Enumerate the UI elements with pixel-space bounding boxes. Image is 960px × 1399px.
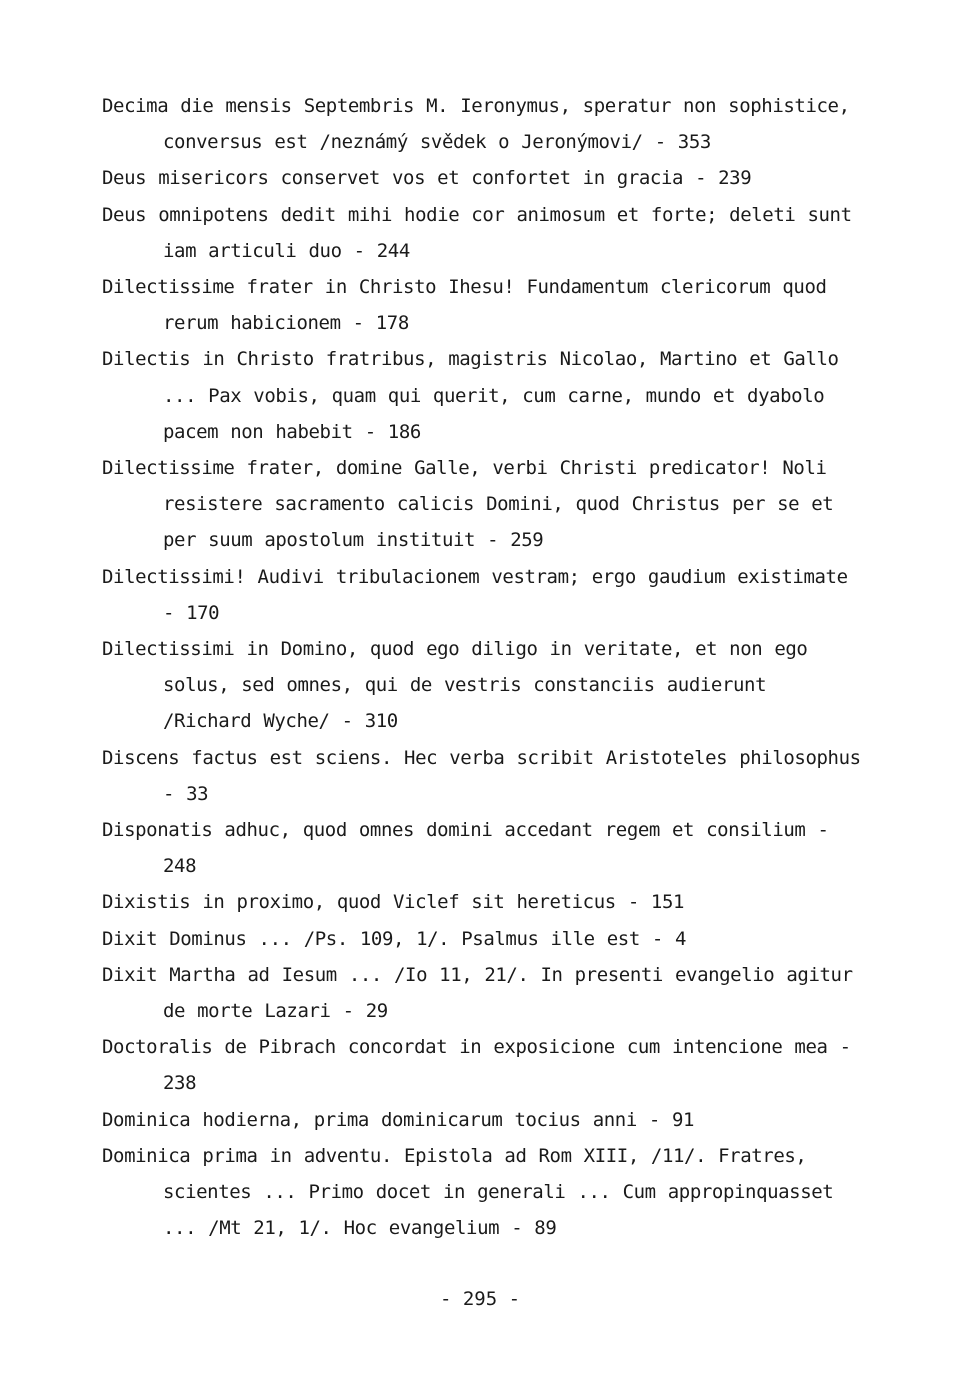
index-entry: Dixit Martha ad Iesum ... /Io 11, 21/. In presenti evangelio agitur de morte Lazari - 29 — [102, 963, 853, 1023]
index-entry: Dixistis in proximo, quod Viclef sit hereticus - 151 — [102, 891, 685, 914]
index-entry-list — [102, 88, 862, 1247]
index-entry: Dominica prima in adventu. Epistola ad Rom XIII, /11/. Fratres, scientes ... Primo docet in generali ... Cum appropinquasset ... /Mt 21, 1/. Hoc evangelium - 89 — [102, 1144, 834, 1240]
index-entry: Dilectis in Christo fratribus, magistris Nicolao, Martino et Gallo ... Pax vobis, quam qui querit, cum carne, mundo et dyabolo pacem non habebit - 186 — [102, 348, 839, 443]
index-entry: Dilectissime frater in Christo Ihesu! Fundamentum clericorum quod rerum habicionem - 178 — [102, 276, 827, 335]
index-entry: Doctoralis de Pibrach concordat in exposicione cum intencione mea - 238 — [102, 1036, 851, 1095]
index-entry: Deus misericors conservet vos et confortet in gracia - 239 — [102, 167, 752, 190]
index-entry: Dilectissimi! Audivi tribulacionem vestram; ergo gaudium existimate - 170 — [102, 565, 848, 624]
page-number: - 295 - — [439, 1288, 521, 1310]
index-entry: Dominica hodierna, prima dominicarum tocius anni - 91 — [102, 1108, 695, 1131]
index-entry: Disponatis adhuc, quod omnes domini accedant regem et consilium - 248 — [102, 819, 829, 878]
index-entry: Dixit Dominus ... /Ps. 109, 1/. Psalmus ille est - 4 — [102, 927, 687, 950]
index-entry: Deus omnipotens dedit mihi hodie cor animosum et forte; deleti sunt iam articuli duo - 244 — [102, 203, 852, 262]
index-entry: Decima die mensis Septembris M. Ieronymus, speratur non sophistice, conversus est /neznámý svědek o Jeronýmovi/ - 353 — [102, 95, 850, 154]
index-entry: Discens factus est sciens. Hec verba scribit Aristoteles philosophus - 33 — [102, 746, 861, 805]
index-entry: Dilectissime frater, domine Galle, verbi Christi predicator! Noli resistere sacramento calicis Domini, quod Christus per se et per suum apostolum instituit - 259 — [102, 457, 834, 552]
index-entry: Dilectissimi in Domino, quod ego diligo in veritate, et non ego solus, sed omnes, qui de vestris constanciis audierunt /Richard Wyche/ - 310 — [102, 638, 808, 733]
